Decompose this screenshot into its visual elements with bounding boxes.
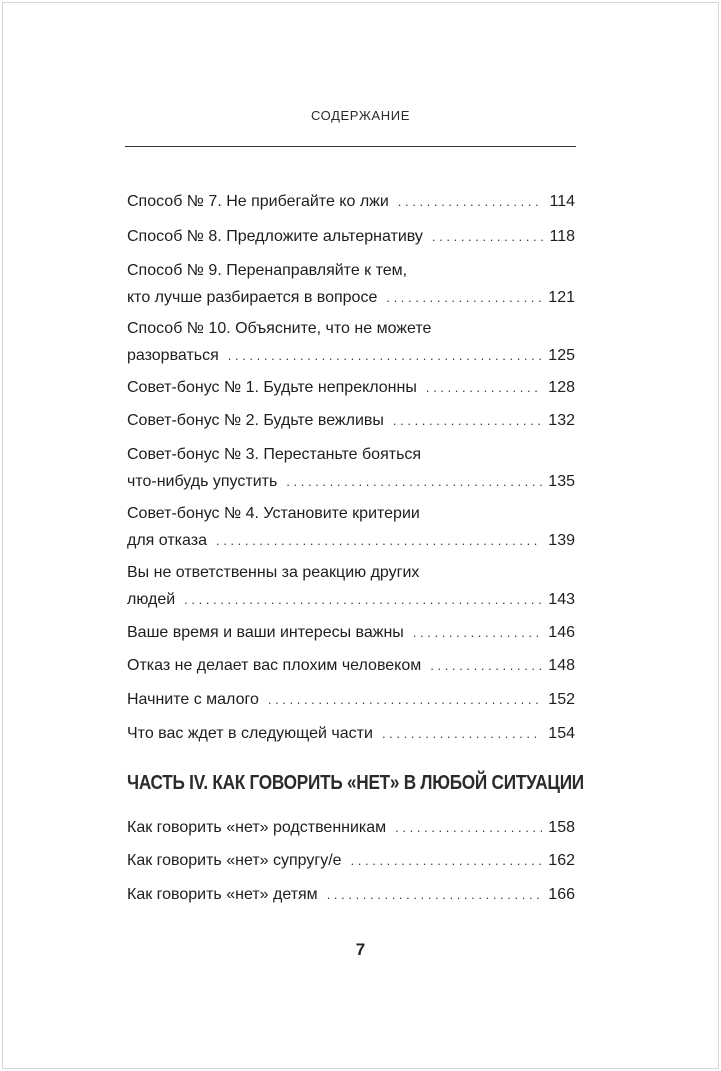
dot-leader bbox=[395, 814, 542, 841]
toc-entry-10[interactable] bbox=[127, 619, 575, 646]
toc-entry-title: Способ № 8. Предложите альтернативу bbox=[127, 228, 423, 245]
toc-page-number: 146 bbox=[548, 624, 575, 641]
toc-entry-title: Способ № 9. Перенаправляйте к тем, bbox=[127, 262, 408, 279]
toc-entry-title: Ваше время и ваши интересы важны bbox=[127, 624, 404, 641]
toc-page-number: 121 bbox=[548, 289, 575, 306]
page-number: 7 bbox=[355, 940, 366, 959]
toc-entry-title: Отказ не делает вас плохим человеком bbox=[127, 657, 422, 674]
dot-leader bbox=[398, 188, 544, 215]
toc-entry-6[interactable] bbox=[127, 407, 575, 434]
dot-leader bbox=[268, 686, 542, 713]
dot-leader bbox=[228, 342, 543, 369]
toc-part-entry-3[interactable] bbox=[127, 881, 575, 908]
dot-leader bbox=[386, 284, 542, 311]
toc-entry-title: Как говорить «нет» супругу/е bbox=[127, 852, 342, 869]
toc-page-number: 148 bbox=[548, 657, 575, 674]
toc-page-number: 125 bbox=[548, 347, 575, 364]
toc-page-number: 152 bbox=[548, 691, 575, 708]
toc-entry-11[interactable] bbox=[127, 652, 575, 679]
toc-entry-5[interactable] bbox=[127, 374, 575, 401]
toc-page-number: 154 bbox=[548, 725, 575, 742]
toc-entry-title: Способ № 10. Объясните, что не можете bbox=[127, 320, 432, 337]
toc-entry-title: Совет-бонус № 4. Установите критерии bbox=[127, 505, 420, 522]
table-of-contents bbox=[127, 0, 584, 1071]
toc-page-number: 132 bbox=[548, 412, 575, 429]
part-heading[interactable]: ЧАСТЬ IV. КАК ГОВОРИТЬ «НЕТ» В ЛЮБОЙ СИТУАЦИИ bbox=[127, 772, 584, 794]
toc-entry-title-cont: людей bbox=[127, 591, 176, 608]
dot-leader bbox=[413, 619, 543, 646]
toc-entry-title: Способ № 7. Не прибегайте ко лжи bbox=[127, 193, 389, 210]
toc-entry-title: Как говорить «нет» родственникам bbox=[127, 819, 387, 836]
dot-leader bbox=[351, 847, 543, 874]
toc-page-number: 143 bbox=[548, 591, 575, 608]
toc-page-number: 114 bbox=[549, 193, 575, 210]
toc-page-number: 118 bbox=[549, 228, 575, 245]
toc-entry-title: Совет-бонус № 3. Перестаньте бояться bbox=[127, 446, 422, 463]
toc-page-number: 162 bbox=[548, 852, 575, 869]
toc-entry-2[interactable] bbox=[127, 223, 575, 250]
toc-part-entry-2[interactable] bbox=[127, 847, 575, 874]
dot-leader bbox=[184, 586, 542, 613]
toc-entry-title-cont: что-нибудь упустить bbox=[127, 473, 278, 490]
toc-page-number: 128 bbox=[548, 379, 575, 396]
toc-entry-13[interactable] bbox=[127, 720, 575, 747]
toc-entry-title: Начните с малого bbox=[127, 691, 259, 708]
toc-entry-4[interactable] bbox=[127, 315, 575, 369]
toc-entry-9[interactable] bbox=[127, 559, 575, 613]
dot-leader bbox=[382, 720, 542, 747]
toc-entry-7[interactable] bbox=[127, 441, 575, 495]
dot-leader bbox=[286, 468, 542, 495]
toc-entry-title: Что вас ждет в следующей части bbox=[127, 725, 373, 742]
toc-page-number: 166 bbox=[548, 886, 575, 903]
toc-entry-title: Совет-бонус № 1. Будьте непреклонны bbox=[127, 379, 417, 396]
toc-page-number: 135 bbox=[548, 473, 575, 490]
toc-entry-title-cont: кто лучше разбирается в вопросе bbox=[127, 289, 378, 306]
dot-leader bbox=[426, 374, 542, 401]
dot-leader bbox=[432, 223, 544, 250]
dot-leader bbox=[393, 407, 542, 434]
toc-entry-3[interactable] bbox=[127, 257, 575, 311]
toc-entry-title-cont: разорваться bbox=[127, 347, 219, 364]
dot-leader bbox=[216, 527, 542, 554]
toc-entry-title: Совет-бонус № 2. Будьте вежливы bbox=[127, 412, 384, 429]
toc-part-entry-1[interactable] bbox=[127, 814, 575, 841]
toc-entry-title: Вы не ответственны за реакцию других bbox=[127, 564, 420, 581]
toc-entry-12[interactable] bbox=[127, 686, 575, 713]
toc-entry-1[interactable] bbox=[127, 188, 575, 215]
toc-page-number: 158 bbox=[548, 819, 575, 836]
toc-entry-8[interactable] bbox=[127, 500, 575, 554]
running-head: СОДЕРЖАНИЕ bbox=[310, 108, 410, 123]
dot-leader bbox=[327, 881, 543, 908]
toc-entry-title: Как говорить «нет» детям bbox=[127, 886, 318, 903]
toc-page-number: 139 bbox=[548, 532, 575, 549]
dot-leader bbox=[430, 652, 542, 679]
toc-entry-title-cont: для отказа bbox=[127, 532, 207, 549]
